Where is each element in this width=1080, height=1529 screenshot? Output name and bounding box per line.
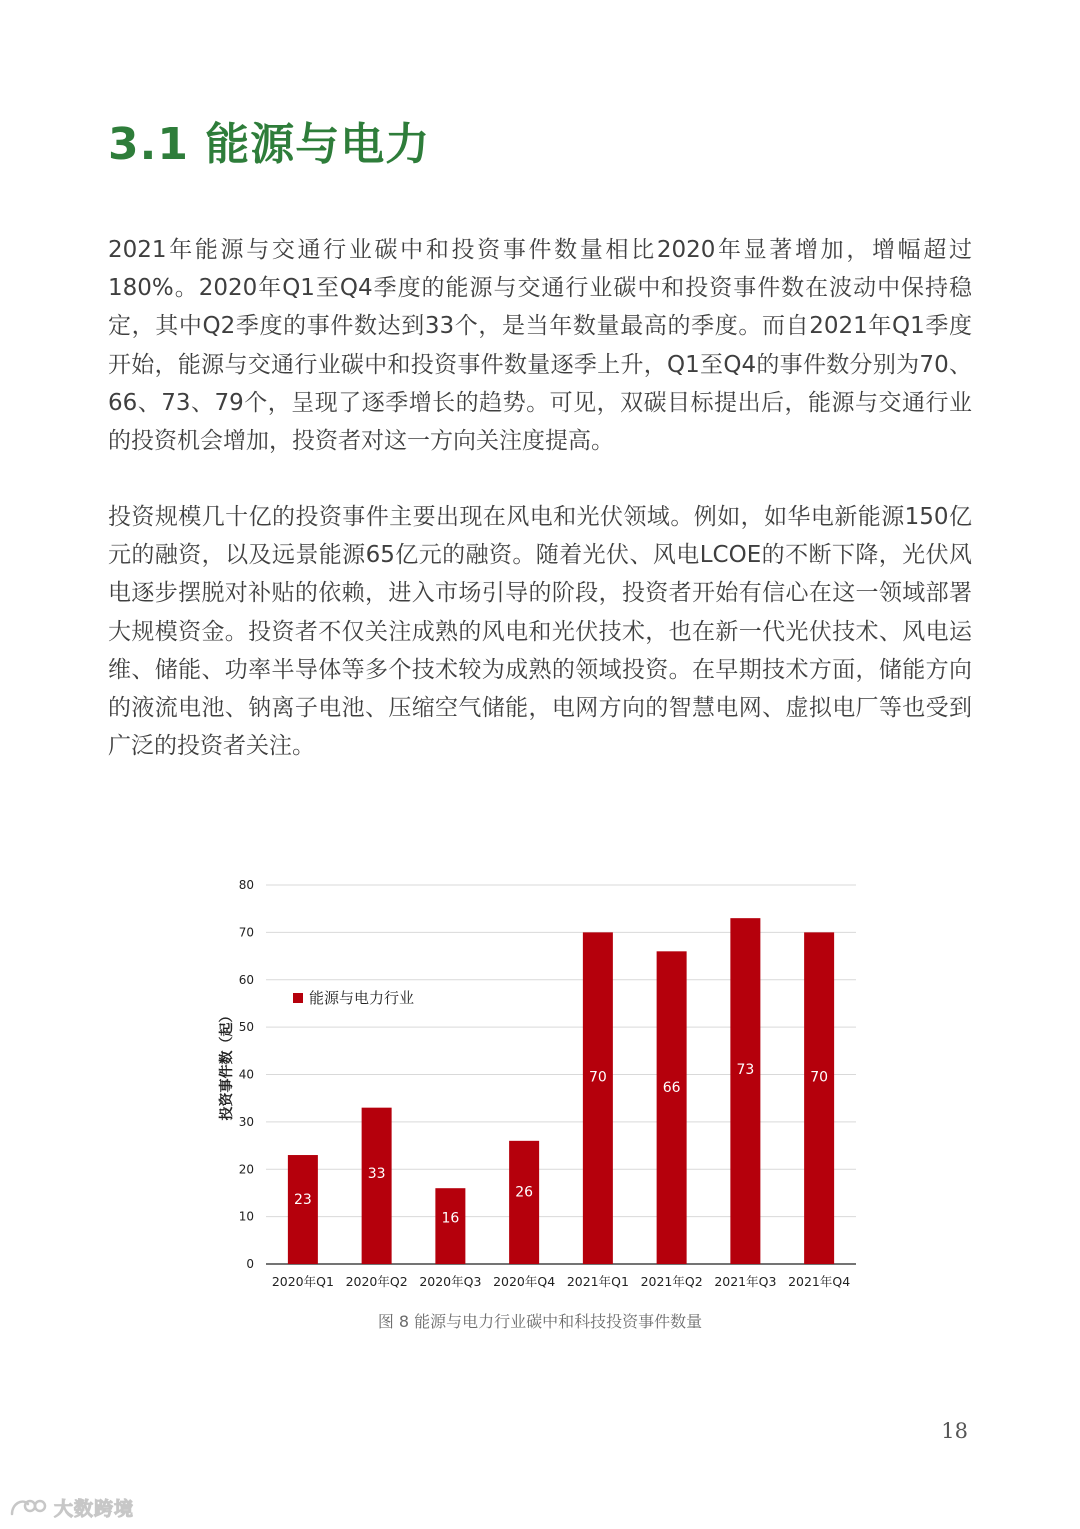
y-tick-label: 20 bbox=[238, 1162, 254, 1177]
x-tick-label: 2020年Q2 bbox=[345, 1274, 408, 1289]
logo-icon bbox=[8, 1494, 48, 1520]
bar-2021年Q4 bbox=[804, 932, 834, 1264]
legend-swatch bbox=[293, 993, 303, 1003]
bar-value-label: 70 bbox=[810, 1069, 829, 1086]
y-tick-label: 50 bbox=[238, 1020, 254, 1035]
x-tick-label: 2021年Q4 bbox=[788, 1274, 851, 1289]
chart-svg bbox=[200, 866, 880, 1306]
x-tick-label: 2020年Q3 bbox=[419, 1274, 482, 1289]
bar-value-label: 73 bbox=[736, 1061, 755, 1078]
y-tick-label: 80 bbox=[238, 878, 254, 892]
body-paragraph-1: 2021年能源与交通行业碳中和投资事件数量相比2020年显著增加，增幅超过180%。2020年Q1至Q4季度的能源与交通行业碳中和投资事件数在波动中保持稳定，其中Q2季度的事件数达到33个，是当年数量最高的季度。而自2021年Q1季度开始，能源与交通行业碳中和投资事件数量逐季上升，Q1至Q4的事件数分别为70、66、73、79个，呈现了逐季增长的趋势。可见，双碳目标提出后，能源与交通行业的投资机会增加，投资者对这一方向关注度提高。 bbox=[108, 237, 972, 455]
bar-value-label: 33 bbox=[367, 1166, 386, 1183]
y-tick-label: 10 bbox=[238, 1209, 254, 1224]
y-tick-label: 70 bbox=[238, 925, 254, 940]
x-tick-label: 2020年Q4 bbox=[493, 1274, 556, 1289]
x-tick-label: 2020年Q1 bbox=[271, 1274, 334, 1289]
bar-chart bbox=[200, 866, 880, 1306]
watermark-text: 大数跨境 bbox=[54, 1497, 135, 1520]
bar-2020年Q1 bbox=[288, 1155, 318, 1264]
section-heading: 3.1 能源与电力 bbox=[108, 119, 431, 170]
bar-2021年Q3 bbox=[730, 918, 760, 1264]
watermark bbox=[8, 1490, 134, 1524]
bar-value-label: 26 bbox=[515, 1184, 534, 1201]
bar-value-label: 70 bbox=[588, 1069, 607, 1086]
y-tick-label: 30 bbox=[238, 1114, 254, 1129]
y-tick-label: 0 bbox=[246, 1257, 254, 1271]
bar-2021年Q1 bbox=[583, 932, 613, 1264]
y-tick-label: 60 bbox=[238, 972, 254, 987]
x-tick-label: 2021年Q2 bbox=[640, 1274, 703, 1289]
body-paragraph-2: 投资规模几十亿的投资事件主要出现在风电和光伏领域。例如，如华电新能源150亿元的融资，以及远景能源65亿元的融资。随着光伏、风电LCOE的不断下降，光伏风电逐步摆脱对补贴的依赖，进入市场引导的阶段，投资者开始有信心在这一领域部署大规模资金。投资者不仅关注成熟的风电和光伏技术，也在新一代光伏技术、风电运维、储能、功率半导体等多个技术较为成熟的领域投资。在早期技术方面，储能方向的液流电池、钠离子电池、压缩空气储能，电网方向的智慧电网、虚拟电厂等也受到广泛的投资者关注。 bbox=[108, 504, 972, 760]
bar-2020年Q4 bbox=[509, 1141, 539, 1264]
figure-caption: 图 8 能源与电力行业碳中和科技投资事件数量 bbox=[377, 1312, 703, 1331]
y-tick-label: 40 bbox=[238, 1067, 254, 1082]
bar-value-label: 66 bbox=[662, 1080, 681, 1097]
x-tick-label: 2021年Q1 bbox=[566, 1274, 629, 1289]
legend-label: 能源与电力行业 bbox=[309, 989, 415, 1007]
bar-2020年Q2 bbox=[362, 1108, 392, 1264]
bar-value-label: 23 bbox=[293, 1192, 312, 1209]
x-tick-label: 2021年Q3 bbox=[714, 1274, 777, 1289]
bar-2021年Q2 bbox=[657, 951, 687, 1264]
page-number: 18 bbox=[941, 1419, 968, 1443]
bar-value-label: 16 bbox=[441, 1210, 460, 1227]
y-axis-title: 投资事件数（起） bbox=[219, 1008, 235, 1121]
